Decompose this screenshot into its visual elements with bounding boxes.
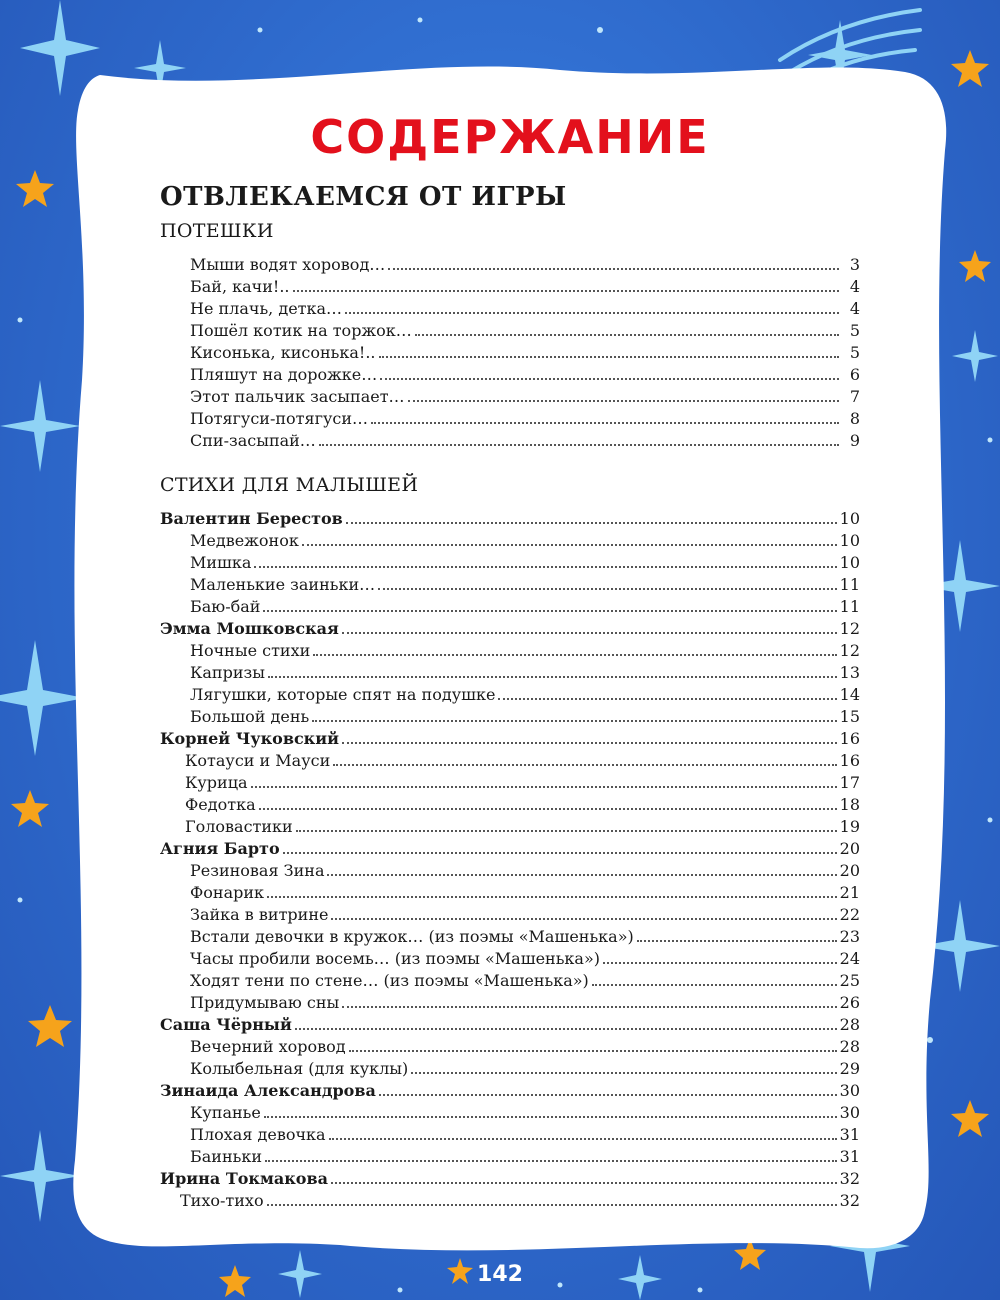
- toc-author-entry: [160, 728, 860, 750]
- entry-page: 21: [839, 883, 860, 902]
- dot-leader: [342, 618, 837, 634]
- dot-leader: [333, 750, 836, 766]
- toc-entry: [190, 684, 860, 706]
- entry-page: 20: [839, 839, 860, 858]
- dot-leader: [263, 596, 836, 612]
- entry-title: Маленькие заиньки…: [190, 575, 376, 594]
- dot-leader: [329, 1124, 837, 1140]
- entry-title: Потягуси-потягуси…: [190, 409, 369, 428]
- entry-title: Мыши водят хоровод…: [190, 255, 386, 274]
- orange-star-icon: [951, 50, 989, 87]
- entry-page: 10: [839, 531, 860, 550]
- entry-title: Кисонька, кисонька!..: [190, 343, 376, 362]
- dot-leader: [265, 1146, 837, 1162]
- toc-entry: [190, 970, 860, 992]
- entry-page: 9: [849, 431, 860, 450]
- dot-leader: [268, 662, 837, 678]
- dot-leader: [592, 970, 837, 986]
- entry-page: 12: [839, 641, 860, 660]
- toc-entry: [185, 816, 860, 838]
- entry-title: Ирина Токмакова: [160, 1169, 328, 1188]
- dot-leader: [312, 706, 836, 722]
- entry-page: 31: [839, 1147, 860, 1166]
- dot-leader: [345, 298, 839, 314]
- entry-page: 29: [839, 1059, 860, 1078]
- entry-page: 13: [839, 663, 860, 682]
- entry-title: Федотка: [185, 795, 256, 814]
- page-title: СОДЕРЖАНИЕ: [310, 110, 710, 164]
- toc-entry: [190, 320, 860, 342]
- entry-title: Пляшут на дорожке…: [190, 365, 378, 384]
- orange-star-icon: [959, 250, 991, 282]
- toc-entry: [190, 662, 860, 684]
- toc-entry: [190, 706, 860, 728]
- dot-leader: [380, 364, 839, 380]
- entry-page: 28: [839, 1015, 860, 1034]
- toc-entry: [190, 408, 860, 430]
- entry-page: 11: [839, 575, 860, 594]
- toc-entry: [190, 530, 860, 552]
- toc-entry: [190, 926, 860, 948]
- toc-entry: [190, 992, 860, 1014]
- entry-title: Зайка в витрине: [190, 905, 329, 924]
- toc-author-entry: [160, 1014, 860, 1036]
- entry-page: 26: [839, 993, 860, 1012]
- entry-page: 4: [849, 299, 860, 318]
- entry-page: 7: [849, 387, 860, 406]
- entry-page: 23: [839, 927, 860, 946]
- toc-entry: [190, 1102, 860, 1124]
- entry-page: 19: [839, 817, 860, 836]
- entry-title: Мишка: [190, 553, 252, 572]
- entry-page: 32: [839, 1191, 860, 1210]
- section-heading: ОТВЛЕКАЕМСЯ ОТ ИГРЫ: [160, 182, 567, 212]
- entry-title: Бай, качи!..: [190, 277, 290, 296]
- dot-leader: [331, 904, 836, 920]
- entry-page: 14: [839, 685, 860, 704]
- orange-star-icon: [951, 1100, 989, 1137]
- entry-page: 18: [839, 795, 860, 814]
- entry-title: Ходят тени по стене… (из поэмы «Машенька»): [190, 971, 589, 990]
- entry-page: 32: [839, 1169, 860, 1188]
- toc-entry: [180, 1190, 860, 1212]
- entry-page: 16: [839, 729, 860, 748]
- entry-page: 22: [839, 905, 860, 924]
- entry-title: Баю-бай: [190, 597, 261, 616]
- toc-entry: [190, 342, 860, 364]
- sparkle-star-icon: [952, 330, 998, 382]
- toc-author-entry: [160, 1080, 860, 1102]
- subsection-heading: СТИХИ ДЛЯ МАЛЫШЕЙ: [160, 474, 419, 496]
- entry-title: Зинаида Александрова: [160, 1081, 376, 1100]
- entry-title: Медвежонок: [190, 531, 299, 550]
- entry-page: 24: [839, 949, 860, 968]
- entry-page: 16: [839, 751, 860, 770]
- dot-leader: [408, 386, 839, 402]
- dot-leader: [498, 684, 836, 700]
- toc-entry: [190, 1036, 860, 1058]
- toc-entry: [190, 882, 860, 904]
- orange-star-icon: [11, 790, 49, 827]
- page-number: 142: [477, 1262, 523, 1287]
- entry-page: 6: [849, 365, 860, 384]
- dot-leader: [293, 276, 839, 292]
- sparkle-star-icon: [20, 0, 100, 96]
- entry-page: 8: [849, 409, 860, 428]
- dot-leader: [378, 574, 837, 590]
- toc-entry: [190, 298, 860, 320]
- entry-page: 20: [839, 861, 860, 880]
- entry-title: Капризы: [190, 663, 265, 682]
- toc-author-entry: [160, 618, 860, 640]
- toc-entry: [190, 1058, 860, 1080]
- dot-leader: [302, 530, 837, 546]
- toc-entry: [190, 276, 860, 298]
- toc-author-entry: [160, 838, 860, 860]
- toc-entry: [190, 254, 860, 276]
- dot-leader: [295, 1014, 837, 1030]
- orange-star-icon: [16, 170, 54, 207]
- toc-author-entry: [160, 1168, 860, 1190]
- toc-entry: [185, 794, 860, 816]
- entry-title: Пошёл котик на торжок…: [190, 321, 412, 340]
- toc-entry: [190, 1124, 860, 1146]
- entry-title: Купанье: [190, 1103, 261, 1122]
- dot-leader: [296, 816, 837, 832]
- dot-leader: [346, 508, 837, 524]
- sparkle-star-icon: [0, 380, 80, 472]
- dot-leader: [259, 794, 837, 810]
- entry-page: 5: [849, 343, 860, 362]
- dot-leader: [342, 728, 837, 744]
- sparkle-star-icon: [0, 640, 85, 756]
- sparkle-star-icon: [0, 1130, 80, 1222]
- dot-leader: [379, 1080, 837, 1096]
- entry-title: Ночные стихи: [190, 641, 311, 660]
- entry-title: Часы пробили восемь… (из поэмы «Машенька»): [190, 949, 600, 968]
- entry-title: Не плачь, детка…: [190, 299, 343, 318]
- orange-star-icon: [28, 1005, 72, 1047]
- toc-author-entry: [160, 508, 860, 530]
- entry-title: Вечерний хоровод: [190, 1037, 346, 1056]
- entry-page: 31: [839, 1125, 860, 1144]
- entry-title: Валентин Берестов: [160, 509, 343, 528]
- dot-leader: [379, 342, 840, 358]
- entry-title: Придумываю сны: [190, 993, 340, 1012]
- dot-leader: [603, 948, 837, 964]
- entry-page: 10: [839, 553, 860, 572]
- entry-title: Агния Барто: [160, 839, 280, 858]
- toc-entry: [190, 948, 860, 970]
- entry-title: Корней Чуковский: [160, 729, 339, 748]
- entry-title: Лягушки, которые спят на подушке: [190, 685, 496, 704]
- dot-leader: [267, 882, 837, 898]
- dot-leader: [371, 408, 839, 424]
- toc-entry: [190, 574, 860, 596]
- dot-leader: [342, 992, 836, 1008]
- entry-title: Резиновая Зина: [190, 861, 325, 880]
- entry-title: Котауси и Мауси: [185, 751, 331, 770]
- dot-leader: [415, 320, 839, 336]
- toc-entry: [190, 596, 860, 618]
- entry-page: 25: [839, 971, 860, 990]
- entry-page: 10: [839, 509, 860, 528]
- entry-page: 30: [839, 1081, 860, 1100]
- entry-page: 28: [839, 1037, 860, 1056]
- toc-entry: [190, 904, 860, 926]
- dot-leader: [411, 1058, 836, 1074]
- entry-page: 15: [839, 707, 860, 726]
- dot-leader: [327, 860, 836, 876]
- entry-title: Плохая девочка: [190, 1125, 326, 1144]
- dot-leader: [283, 838, 837, 854]
- dot-leader: [264, 1102, 837, 1118]
- entry-page: 17: [839, 773, 860, 792]
- entry-title: Большой день: [190, 707, 310, 726]
- toc-entry: [185, 750, 860, 772]
- entry-title: Встали девочки в кружок… (из поэмы «Машенька»): [190, 927, 634, 946]
- entry-title: Колыбельная (для куклы): [190, 1059, 409, 1078]
- subsection-heading: ПОТЕШКИ: [160, 220, 274, 242]
- entry-title: Курица: [185, 773, 248, 792]
- dot-leader: [331, 1168, 837, 1184]
- dot-leader: [313, 640, 836, 656]
- dot-leader: [349, 1036, 837, 1052]
- entry-page: 12: [839, 619, 860, 638]
- dot-leader: [267, 1190, 837, 1206]
- dot-leader: [319, 430, 839, 446]
- toc-entry: [190, 1146, 860, 1168]
- entry-page: 11: [839, 597, 860, 616]
- entry-title: Баиньки: [190, 1147, 262, 1166]
- entry-page: 3: [849, 255, 860, 274]
- dot-leader: [251, 772, 837, 788]
- entry-title: Эмма Мошковская: [160, 619, 339, 638]
- entry-title: Этот пальчик засыпает…: [190, 387, 405, 406]
- dot-leader: [637, 926, 837, 942]
- entry-title: Тихо-тихо: [180, 1191, 264, 1210]
- toc-entry: [190, 430, 860, 452]
- dot-leader: [388, 254, 839, 270]
- entry-title: Головастики: [185, 817, 293, 836]
- table-of-contents: [160, 100, 860, 1220]
- toc-entry: [190, 860, 860, 882]
- toc-entry: [185, 772, 860, 794]
- toc-entry: [190, 364, 860, 386]
- toc-entry: [190, 552, 860, 574]
- toc-entry: [190, 640, 860, 662]
- entry-title: Спи-засыпай…: [190, 431, 316, 450]
- entry-page: 30: [839, 1103, 860, 1122]
- dot-leader: [254, 552, 836, 568]
- entry-title: Саша Чёрный: [160, 1015, 292, 1034]
- toc-entry: [190, 386, 860, 408]
- entry-title: Фонарик: [190, 883, 265, 902]
- entry-page: 5: [849, 321, 860, 340]
- entry-page: 4: [849, 277, 860, 296]
